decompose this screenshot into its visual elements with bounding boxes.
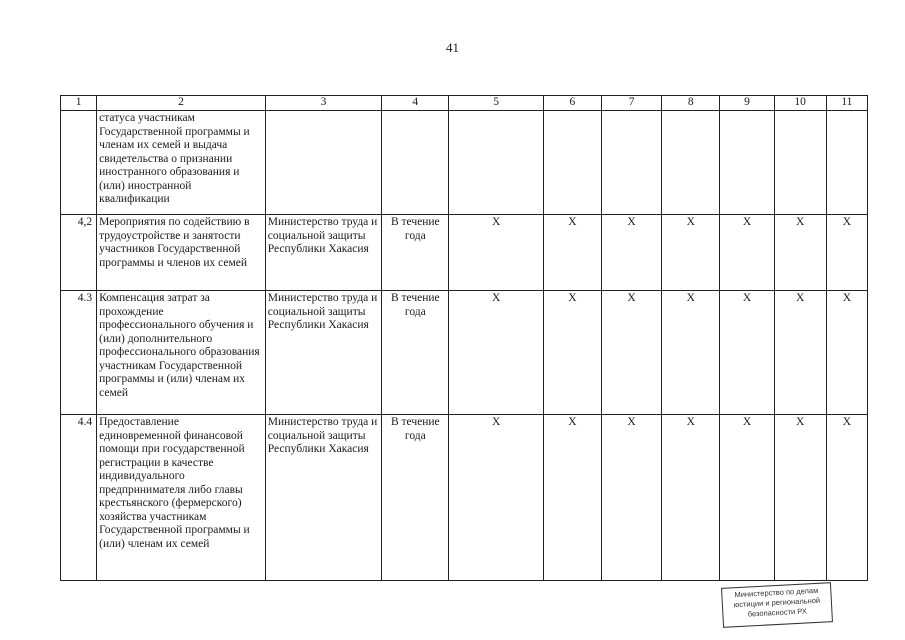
value-cell: X [662, 215, 720, 291]
stamp-line: юстиции и региональной [733, 595, 821, 610]
term: В течение года [382, 415, 449, 581]
header-cell: 8 [662, 96, 720, 111]
header-cell: 5 [449, 96, 543, 111]
ministry-stamp [721, 582, 833, 628]
page-number: 41 [446, 40, 459, 55]
header-cell: 6 [543, 96, 601, 111]
value-cell: X [826, 291, 867, 415]
value-cell: X [826, 415, 867, 581]
activity-name: Компенсация затрат за прохождение профессионального обучения и (или) дополнительного профессионального образования участникам Государственной программы и (или) членам их семей [97, 291, 266, 415]
term [382, 111, 449, 215]
value-cell: X [720, 215, 774, 291]
program-activities-table [60, 95, 868, 581]
value-cell: X [449, 215, 543, 291]
table-row [61, 415, 868, 581]
table-row [61, 215, 868, 291]
value-cell: X [662, 415, 720, 581]
table-row [61, 291, 868, 415]
value-cell: X [774, 215, 826, 291]
executor [265, 111, 381, 215]
header-cell: 2 [97, 96, 266, 111]
header-cell: 9 [720, 96, 774, 111]
value-cell: X [774, 415, 826, 581]
executor: Министерство труда и социальной защиты Республики Хакасия [265, 415, 381, 581]
value-cell: X [543, 415, 601, 581]
value-cell: X [774, 291, 826, 415]
header-cell: 7 [601, 96, 661, 111]
term: В течение года [382, 291, 449, 415]
stamp-line: Министерство по делам [734, 585, 819, 600]
header-cell: 4 [382, 96, 449, 111]
row-number: 4.3 [61, 291, 97, 415]
header-cell: 3 [265, 96, 381, 111]
row-number: 4.4 [61, 415, 97, 581]
value-cell: X [601, 215, 661, 291]
table-header-row [61, 96, 868, 111]
value-cell: X [543, 215, 601, 291]
header-cell: 10 [774, 96, 826, 111]
value-cell: X [601, 291, 661, 415]
value-cell: X [720, 291, 774, 415]
term: В течение года [382, 215, 449, 291]
value-cell [720, 111, 774, 215]
value-cell [774, 111, 826, 215]
value-cell: X [543, 291, 601, 415]
value-cell [543, 111, 601, 215]
value-cell [449, 111, 543, 215]
value-cell: X [662, 291, 720, 415]
activity-name: статуса участникам Государственной программы и членам их семей и выдача свидетельства о признании иностранного образования и (или) иностранной квалификации [97, 111, 266, 215]
table-row [61, 111, 868, 215]
row-number [61, 111, 97, 215]
activity-name: Предоставление единовременной финансовой помощи при государственной регистрации в качестве индивидуального предпринимателя либо главы крестьянского (фермерского) хозяйства участникам Государственной программы и (или) членам их семей [97, 415, 266, 581]
value-cell: X [601, 415, 661, 581]
value-cell: X [449, 415, 543, 581]
value-cell: X [449, 291, 543, 415]
value-cell: X [720, 415, 774, 581]
executor: Министерство труда и социальной защиты Республики Хакасия [265, 291, 381, 415]
header-cell: 11 [826, 96, 867, 111]
executor: Министерство труда и социальной защиты Республики Хакасия [265, 215, 381, 291]
value-cell [601, 111, 661, 215]
activity-name: Мероприятия по содействию в трудоустройстве и занятости участников Государственной программы и членов их семей [97, 215, 266, 291]
value-cell: X [826, 215, 867, 291]
value-cell [826, 111, 867, 215]
header-cell: 1 [61, 96, 97, 111]
value-cell [662, 111, 720, 215]
row-number: 4,2 [61, 215, 97, 291]
stamp-line: безопасности РХ [747, 606, 808, 619]
